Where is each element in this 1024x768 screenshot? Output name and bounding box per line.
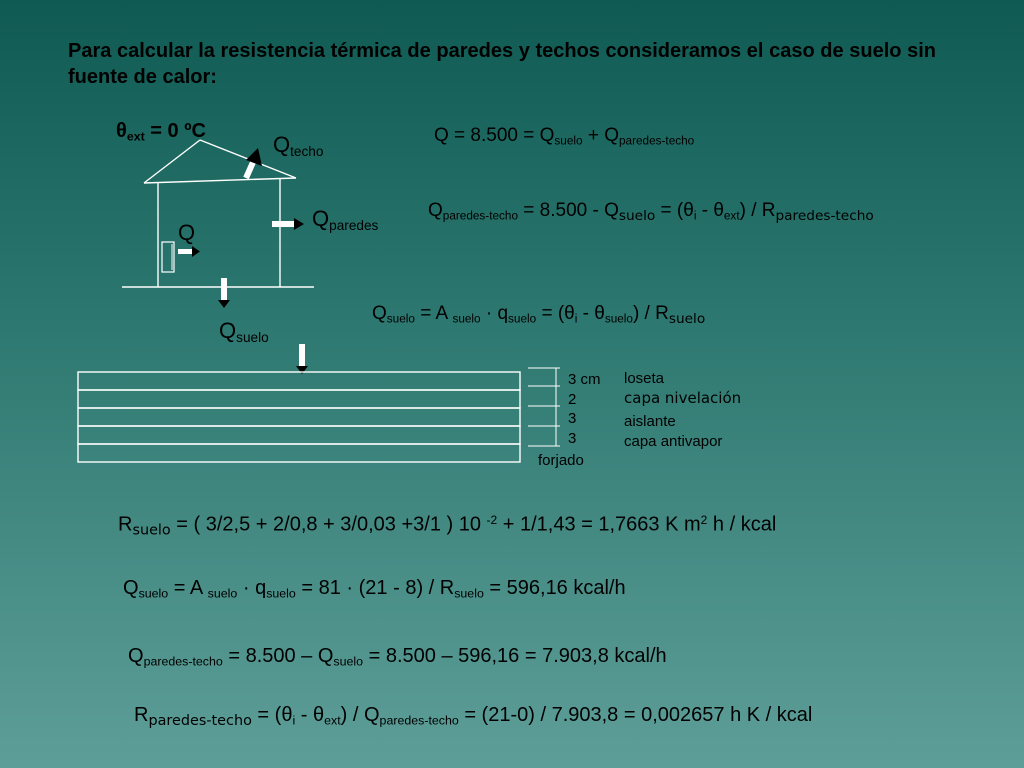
arrow-paredes-icon [272, 218, 304, 230]
calc-q-paredes-techo: $Q_{paredes-techo} = 8.500 - Q_{suelo} = 8.500 - 596,16 = 7.903,8$ kcal/h [128, 645, 667, 669]
theta-ext-label: $\theta_{ext} = 0$ ºC [116, 120, 206, 144]
arrow-floor-icon [296, 344, 308, 374]
q-paredes-label: $Q_{paredes}$ [312, 206, 379, 233]
intro-text: Para calcular la resistencia térmica de paredes y techos consideramos el caso de suelo sin fuente de calor: [68, 40, 936, 88]
q-inner-label: Q [178, 220, 196, 245]
arrow-techo-icon [246, 148, 262, 178]
q-techo-label: $Q_{techo}$ [273, 132, 324, 159]
layer-name-4: capa antivapor [624, 433, 723, 450]
calc-r-paredes-techo: $R_{paredes-techo} = (\theta_i - \theta_{ext}) / Q_{paredes-techo} = (21-0) / 7.903,8 = 0,002657$ h K / kcal [134, 704, 813, 730]
equation-total: $Q = 8.500 = Q_{suelo} + Q_{paredes-techo}$ [434, 125, 695, 148]
layer-name-2: capa nivelación [624, 389, 742, 407]
calc-q-suelo: $Q_{suelo} = A$ $_{suelo} \cdot q_{suelo} = 81 \cdot (21 - 8) / R_{suelo} = 596,16$ kcal/h [123, 577, 626, 601]
layer-name-3: aislante [624, 413, 676, 430]
layer-base-label: forjado [538, 452, 584, 469]
equation-paredes-techo: $Q_{paredes-techo} = 8.500 - Q_{suelo} = (\theta_i - \theta_{ext}) / R_{paredes-techo}$ [428, 200, 874, 224]
thickness-3: 3 [568, 410, 577, 427]
calc-r-suelo: $R_{suelo}$ = ( 3/2,5 + 2/0,8 + 3/0,03 +3/1 ) 10 $^{-2}$ + 1/1,43 = 1,7663 K $m^2$ h / kcal [118, 513, 777, 539]
arrow-inner-icon [178, 246, 200, 257]
equation-suelo: $Q_{suelo} = A$ $_{suelo} \cdot q_{suelo} = (\theta_i - \theta_{suelo}) / R_{suelo}$ [372, 303, 706, 327]
thickness-2: 2 [568, 391, 577, 408]
q-suelo-label: $Q_{suelo}$ [219, 318, 269, 345]
thickness-ticks [528, 368, 560, 446]
layer-name-1: loseta [624, 370, 665, 387]
thickness-4: 3 [568, 430, 577, 447]
arrow-suelo-icon [218, 278, 230, 308]
thickness-1: 3 cm [568, 371, 601, 388]
floor-layers [78, 372, 520, 462]
